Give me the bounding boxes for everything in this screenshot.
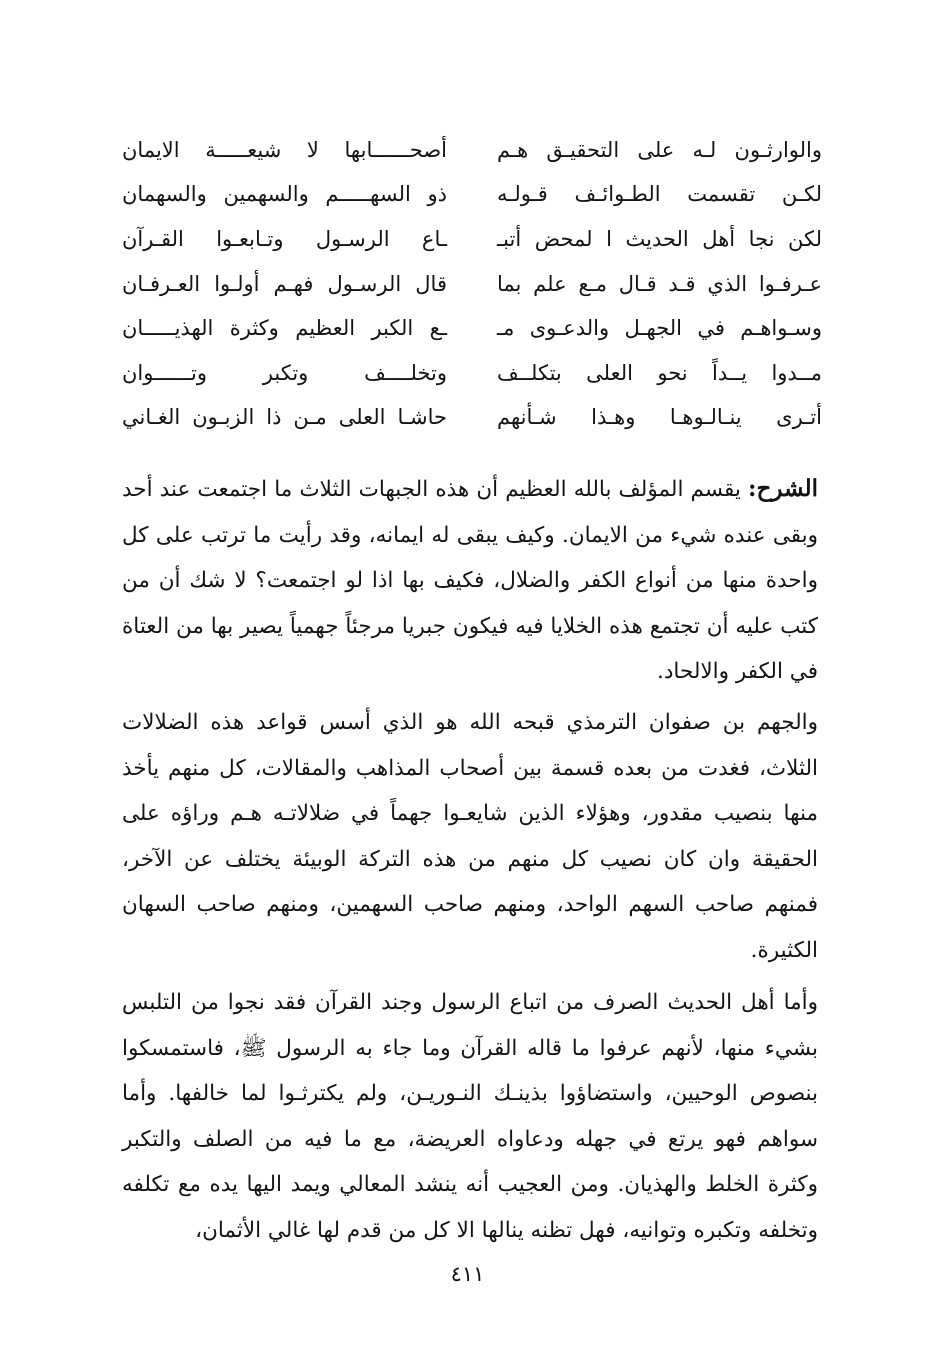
poem-verse	[122, 262, 822, 307]
verse-second-hemistich: وتخلــــف وتكبر وتــــــوان	[122, 360, 447, 385]
verse-first-hemistich: أتـرى ينـالـوهـا وهـذا شـأنهم	[497, 405, 822, 430]
poem-verse	[122, 306, 822, 351]
commentary-paragraph: والجهم بن صفوان الترمذي قبحه الله هو الذي أسس قواعد هذه الضلالات الثلاث، فغدت من بعده قسمة بين أصحاب المذاهب والمقالات، كل منهم يأخذ منها بنصيب مقدور، وهؤلاء الذين شايعـوا جهماً في ضلالاتـه هـم وراؤه على الحقيقة وان كان نصيب كل منهم من هذه التركة الوبيئة يختلف عن الآخر، فمنهم صاحب السهم الواحد، ومنهم صاحب السهمين، ومنهم صاحب السهان الكثيرة.	[122, 710, 818, 963]
verse-second-hemistich: ـع الكبر العظيم وكثرة الهذيـــــان	[122, 316, 447, 341]
verse-first-hemistich: مــدوا يــداً نحو العلى بتكلــف	[497, 360, 822, 385]
verse-first-hemistich: لكن نجا أهل الحديث ا لمحض أتبـ	[497, 226, 822, 251]
verse-second-hemistich: أصحــــــابها لا شيعـــــة الايمان	[122, 137, 447, 162]
poem-verse	[122, 351, 822, 396]
verse-first-hemistich: والوارثـون لـه على التحقيـق هـم	[497, 137, 822, 162]
verse-second-hemistich: حاشـا العلى مـن ذا الزبـون الغـاني	[122, 405, 447, 430]
commentary-paragraph: وأما أهل الحديث الصرف من اتباع الرسول وجند القرآن فقد نجوا من التلبس بشيء منها، لأنهم عرفوا ما قاله القرآن وما جاء به الرسول ﷺ، فاستمسكوا بنصوص الوحيين، واستضاؤوا بذينـك النـوريـن، ولم يكترثـوا لما خالفها. وأما سواهم فهو يرتع في جهله ودعاواه العريضة، مع ما فيه من الصلف والتكبر وكثرة الخلط والهذيان. ومن العجيب أنه ينشد المعالي ويمد اليها يده مع تكلفه وتخلفه وتكبره وتوانيه، فهل تظنه ينالها الا كل من قدم لها غالي الأثمان،	[122, 990, 818, 1243]
poem-verse	[122, 396, 822, 441]
commentary-text: يقسم المؤلف بالله العظيم أن هذه الجبهات الثلاث ما اجتمعت عند أحد وبقى عنده شيء من الايمان. وكيف يبقى له ايمانه، وقد رأيت ما ترتب على كل واحدة منها من أنواع الكفر والضلال، فكيف بها اذا لو اجتمعت؟ لا شك أن من كتب عليه أن تجتمع هذه الخلايا فيه فيكون جبريا مرجئاً جهمياً يصير بها من العتاة في الكفر والالحاد.	[122, 477, 818, 685]
verse-first-hemistich: لكـن تقسمت الطـوائـف قـولـه	[497, 182, 822, 207]
poem-verse	[122, 173, 822, 218]
poem-verse	[122, 128, 822, 173]
commentary-label: الشرح:	[748, 475, 818, 502]
verse-second-hemistich: ذو السهـــــم والسهمين والسهمان	[122, 182, 447, 207]
verse-first-hemistich: عـرفـوا الذي قـد قـال مـع علم بما	[497, 271, 822, 296]
poem-verse	[122, 217, 822, 262]
verse-first-hemistich: وسـواهـم في الجهـل والدعـوى مـ	[497, 316, 822, 341]
verse-second-hemistich: ـاع الرسـول وتـابعـوا القـرآن	[122, 226, 447, 251]
commentary-paragraph	[122, 466, 818, 695]
verse-second-hemistich: قال الرسـول فهـم أولـوا العـرفـان	[122, 271, 447, 296]
poem-verses	[122, 128, 822, 440]
page-number: ٤١١	[450, 1262, 485, 1286]
